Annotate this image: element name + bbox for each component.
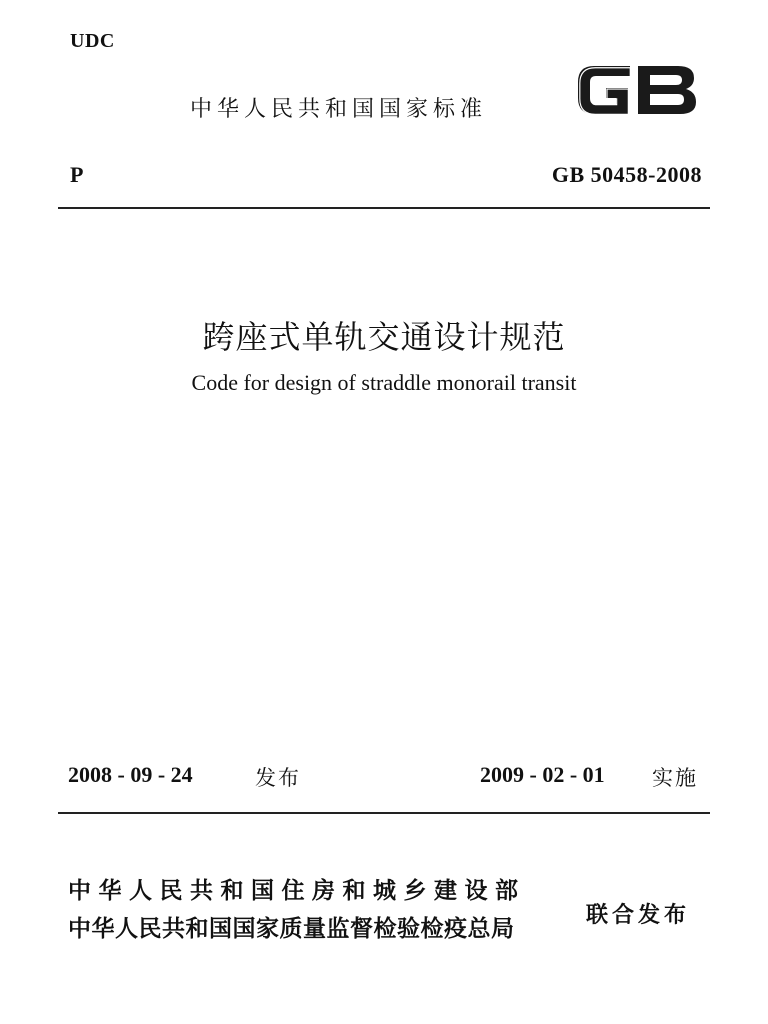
- national-standard-heading: 中华人民共和国国家标准: [190, 97, 488, 122]
- issue-date: 2008 - 09 - 24: [68, 762, 193, 787]
- joint-issue-label: 联合发布: [586, 903, 691, 928]
- title-chinese: 跨座式单轨交通设计规范: [202, 318, 566, 356]
- gb-logo-icon: [572, 58, 702, 120]
- issue-label: 发布: [255, 766, 301, 790]
- gb-logo-text: GB: [572, 58, 574, 59]
- top-divider: [58, 207, 710, 209]
- udc-label: UDC: [70, 30, 115, 52]
- implementation-date: 2009 - 02 - 01: [480, 762, 605, 787]
- title-english: Code for design of straddle monorail transit: [191, 370, 577, 395]
- gb-logo: [572, 58, 702, 120]
- category-code: P: [70, 162, 84, 187]
- standard-number: GB 50458-2008: [551, 162, 702, 187]
- issuer-aqsiq: 中华人民共和国国家质量监督检验检疫总局: [68, 916, 515, 942]
- issuer-ministry-housing: 中华人民共和国住房和城乡建设部: [68, 878, 526, 904]
- bottom-divider: [58, 812, 710, 814]
- implementation-label: 实施: [652, 766, 698, 790]
